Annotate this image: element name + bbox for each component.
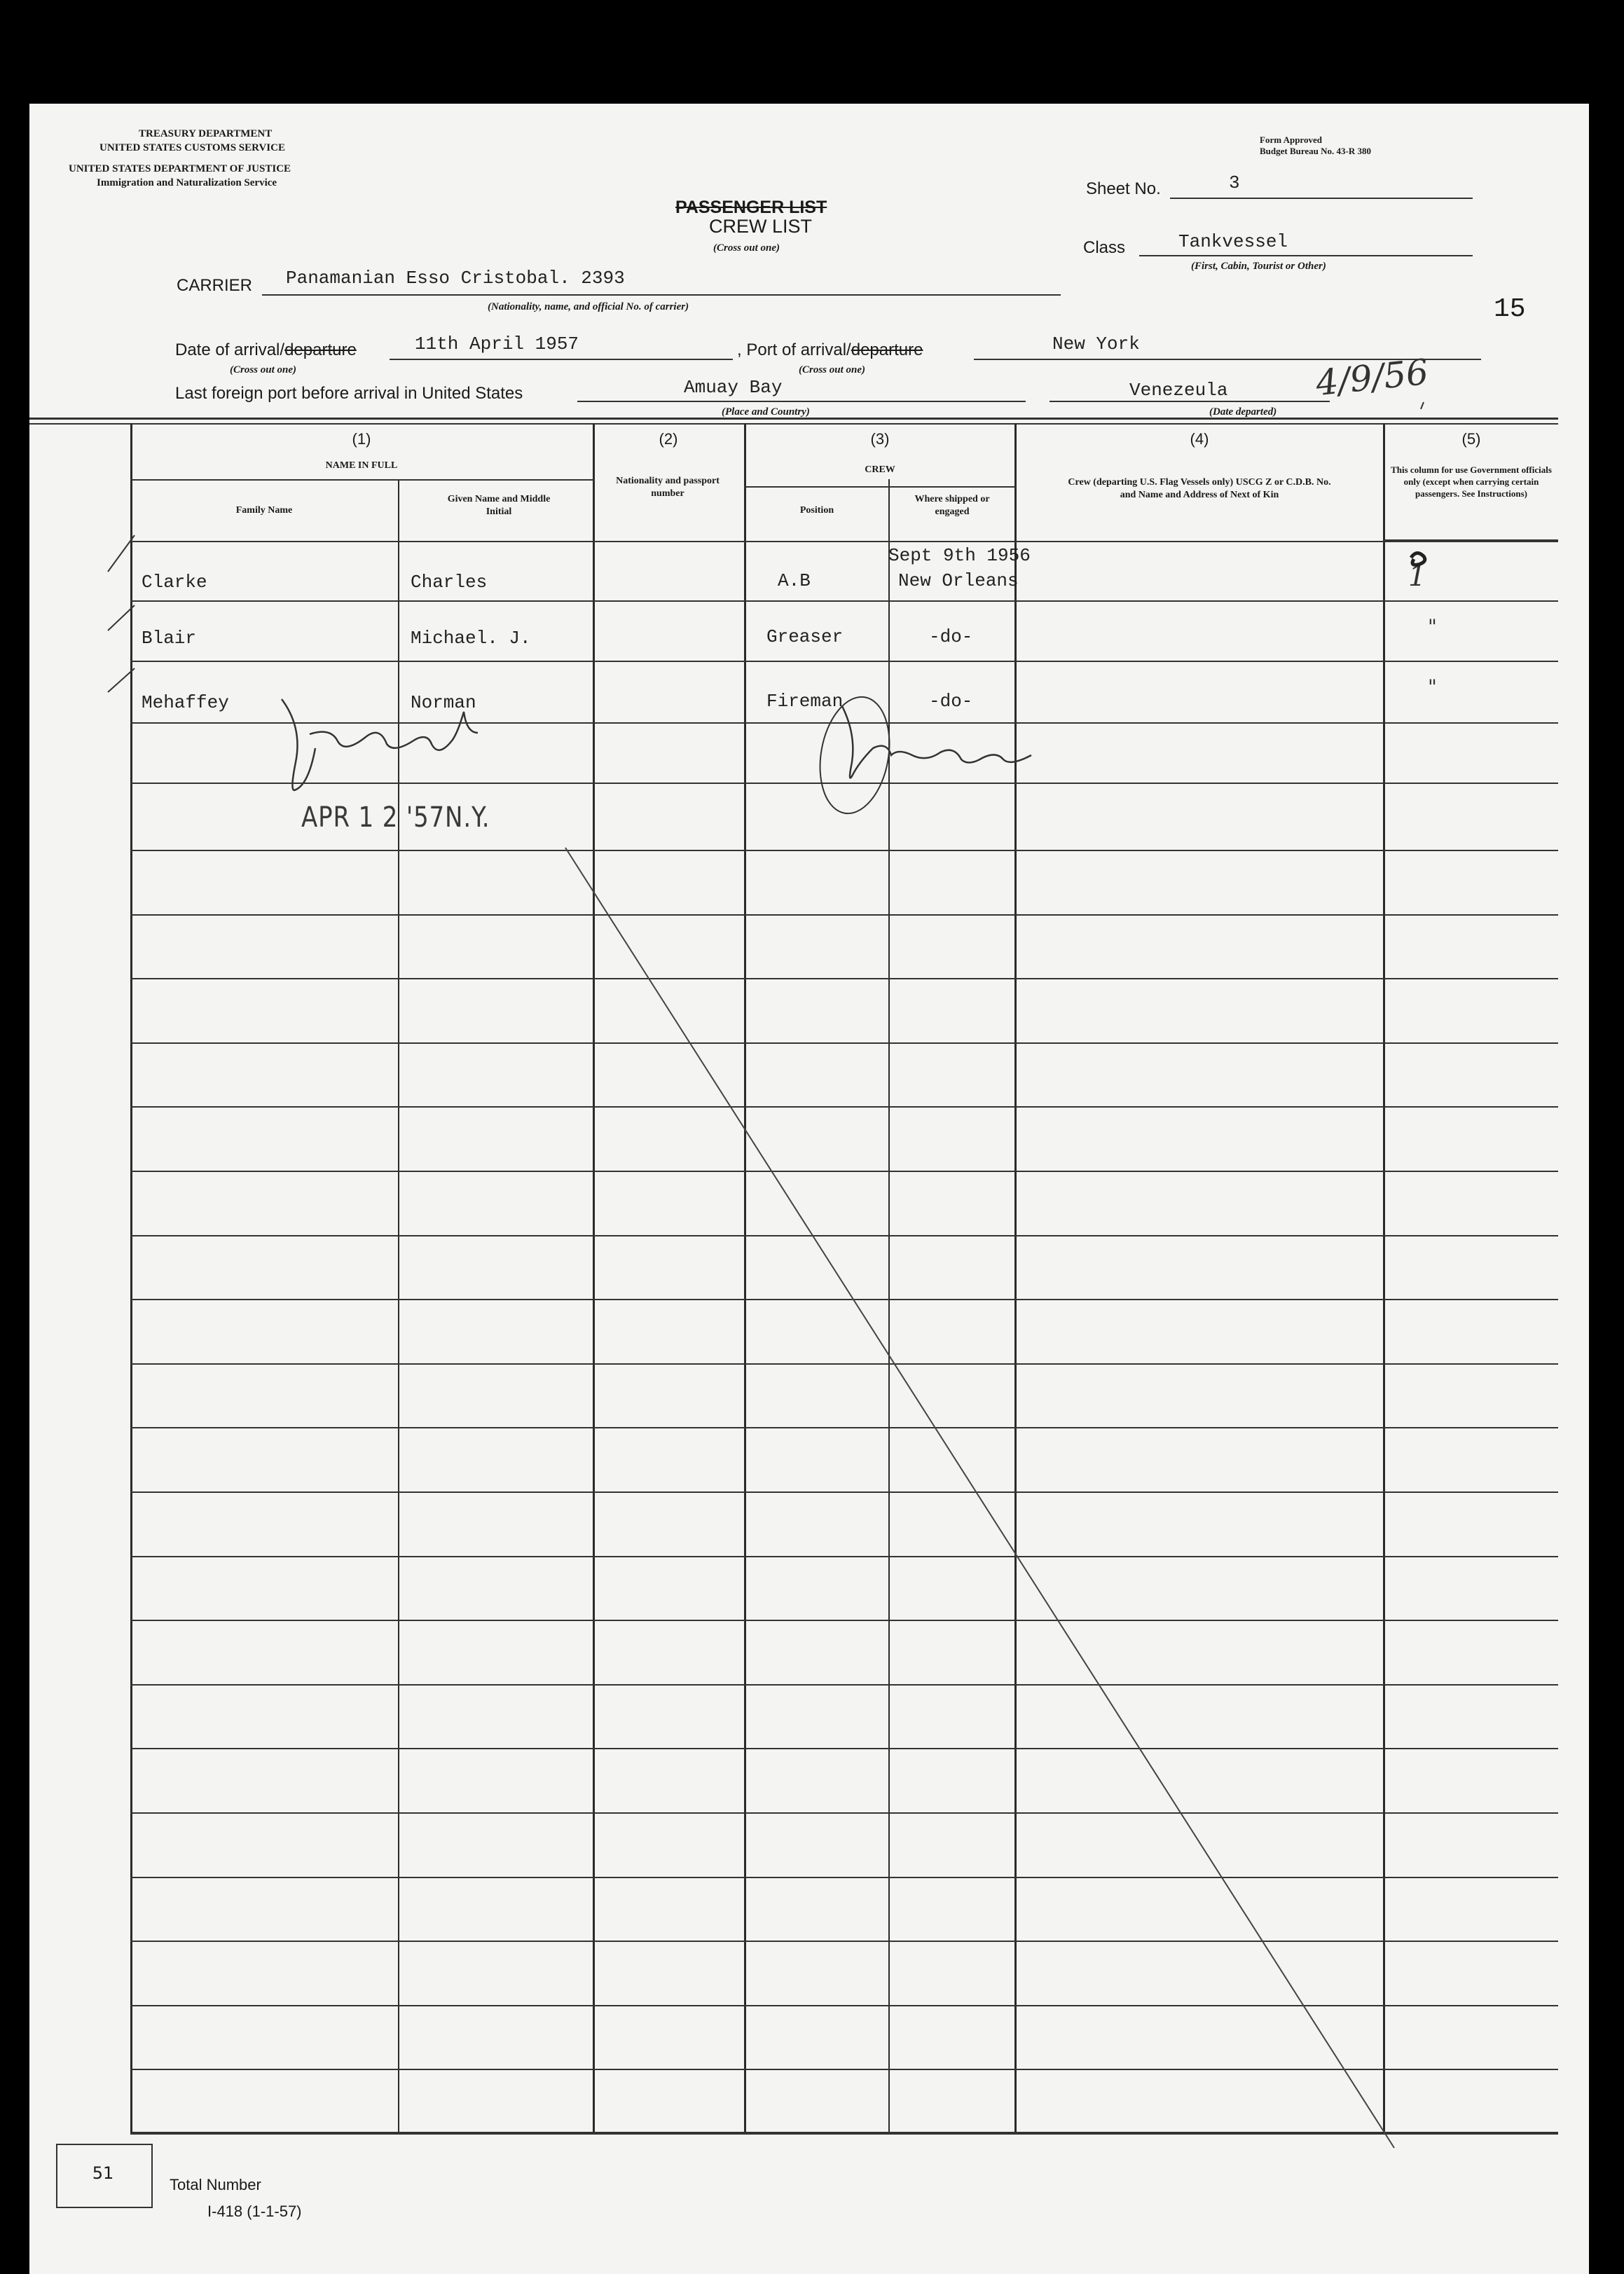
header-treasury: TREASURY DEPARTMENT xyxy=(139,128,273,139)
col2-title: Nationality and passport number xyxy=(616,476,720,499)
col1b-given-name: Given Name and Middle Initial xyxy=(447,494,551,517)
col2-number: (2) xyxy=(659,430,678,448)
col1-number: (1) xyxy=(352,430,371,448)
header-ins: Immigration and Naturalization Service xyxy=(97,177,277,188)
signature-icon xyxy=(282,699,478,790)
sheet-label: Sheet No. xyxy=(1086,179,1161,198)
check-mark-icon xyxy=(108,535,135,572)
crew-list-form xyxy=(29,104,1589,2274)
col4-number: (4) xyxy=(1190,430,1209,448)
sheet-value: 3 xyxy=(1229,172,1240,193)
page-number: 15 xyxy=(1494,294,1526,324)
col3-number: (3) xyxy=(870,430,890,448)
header-customs: UNITED STATES CUSTOMS SERVICE xyxy=(99,142,285,153)
row1-given: Charles xyxy=(411,572,488,593)
carrier-caption: (Nationality, name, and official No. of carrier) xyxy=(488,301,689,312)
port-caption: (Cross out one) xyxy=(799,364,866,375)
last-port-place: Amuay Bay xyxy=(684,377,783,398)
arrival-stamp: APR 1 2 '57N.Y. xyxy=(301,801,490,834)
check-mark-icon xyxy=(108,605,135,630)
last-port-place-caption: (Place and Country) xyxy=(722,406,810,418)
col3b-where-shipped: Where shipped or engaged xyxy=(914,494,990,517)
row1-shipped-place: New Orleans xyxy=(898,570,1019,591)
row3-position: Fireman xyxy=(766,691,844,712)
row3-official: " xyxy=(1428,675,1437,698)
form-graphics xyxy=(29,104,1589,2274)
row1-official: 1 xyxy=(1408,560,1426,593)
handwritten-stroke-icon xyxy=(1421,402,1424,409)
title-main: CREW LIST xyxy=(709,216,813,237)
arrival-label: Date of arrival/departure xyxy=(175,340,357,359)
col5-number: (5) xyxy=(1461,430,1481,448)
col5-title: This column for use Government officials only (except when carrying certain passengers. See Instructions) xyxy=(1391,464,1552,499)
col3a-position: Position xyxy=(799,505,834,516)
row3-family: Mehaffey xyxy=(142,692,229,713)
row3-shipped: -do- xyxy=(929,691,973,712)
signature-oval-icon xyxy=(811,691,898,819)
col4-title: Crew (departing U.S. Flag Vessels only) USCG Z or C.D.B. No. and Name and Address of Next of Kin xyxy=(1068,477,1331,500)
col1a-family-name: Family Name xyxy=(235,505,293,516)
form-code: I-418 (1-1-57) xyxy=(207,2203,302,2220)
check-mark-icon xyxy=(108,668,135,692)
row1-family: Clarke xyxy=(142,572,207,593)
carrier-value: Panamanian Esso Cristobal. 2393 xyxy=(286,268,625,289)
row1-position: A.B xyxy=(778,570,811,591)
signature-icon xyxy=(842,706,1031,778)
arrival-caption: (Cross out one) xyxy=(230,364,297,375)
last-port-country: Venezeula xyxy=(1129,380,1228,401)
class-value: Tankvessel xyxy=(1178,231,1288,252)
budget-bureau: Budget Bureau No. 43-R 380 xyxy=(1260,146,1372,156)
total-number-label: Total Number xyxy=(170,2176,261,2193)
last-port-label: Last foreign port before arrival in United States xyxy=(175,384,523,403)
row3-given: Norman xyxy=(411,692,476,713)
total-box-value: 51 xyxy=(92,2163,114,2183)
title-note: (Cross out one) xyxy=(713,242,780,254)
header-justice: UNITED STATES DEPARTMENT OF JUSTICE xyxy=(69,163,291,174)
col3-title: CREW xyxy=(865,464,895,475)
last-port-date-caption: (Date departed) xyxy=(1209,406,1277,418)
title-struck: PASSENGER LIST xyxy=(675,198,827,217)
class-label: Class xyxy=(1083,238,1126,257)
port-label: , Port of arrival/departure xyxy=(737,340,923,359)
arrival-value: 11th April 1957 xyxy=(415,333,579,354)
row2-position: Greaser xyxy=(766,626,844,647)
class-caption: (First, Cabin, Tourist or Other) xyxy=(1191,261,1326,272)
row2-shipped: -do- xyxy=(929,626,973,647)
row2-official: " xyxy=(1428,615,1437,638)
carrier-label: CARRIER xyxy=(177,276,253,295)
row1-shipped-date: Sept 9th 1956 xyxy=(888,545,1031,566)
row2-given: Michael. J. xyxy=(411,628,531,649)
departed-date-handwritten: 4/9/56 xyxy=(1314,351,1431,404)
form-approved: Form Approved xyxy=(1260,135,1322,145)
col1-title: NAME IN FULL xyxy=(325,460,398,471)
row2-family: Blair xyxy=(142,628,197,649)
scribble-mark-icon xyxy=(1411,553,1425,565)
port-value: New York xyxy=(1052,333,1140,354)
